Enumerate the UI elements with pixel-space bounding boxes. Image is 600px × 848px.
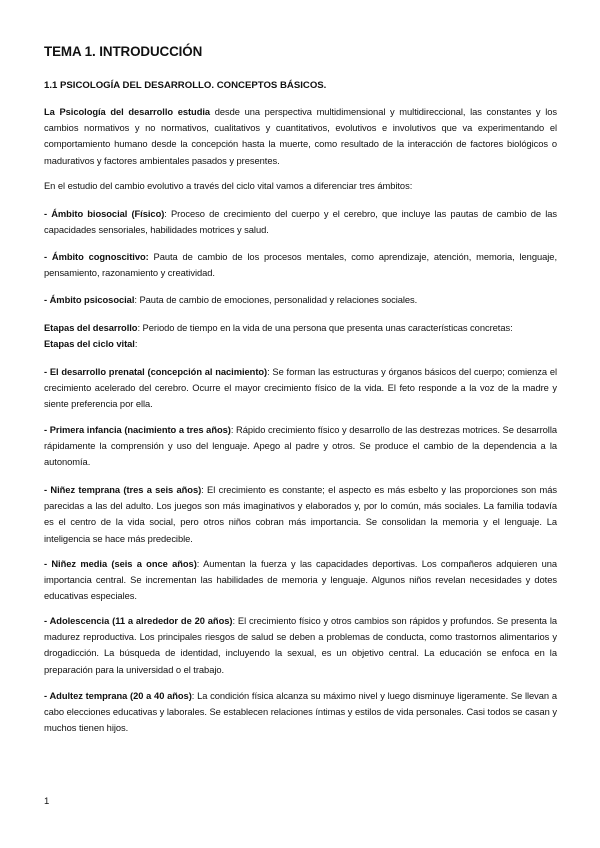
paragraph-ambitos (44, 178, 557, 194)
paragraph-psicosocial-text: : Pauta de cambio de emociones, personalidad y relaciones sociales. (134, 295, 418, 305)
paragraph-etapas-bold2: Etapas del ciclo vital (44, 339, 135, 350)
paragraph-intro-text: desde una perspectiva multidimensional y multidireccional, las constantes y los cambios normativos y no normativos, cualitativos y cuantitativos, evolutivos e involutivos que va experimentando el comportamiento humano desde la concepción hasta la muerte, como resultado de la interacción de factores biológicos o madurativos y factores ambientales pasados y presentes. (44, 107, 557, 166)
paragraph-ambitos-text: En el estudio del cambio evolutivo a través del ciclo vital vamos a diferenciar tres ámbitos: (44, 181, 413, 191)
paragraph-primera-infancia-text: : Rápido crecimiento físico y desarrollo de las destrezas motrices. Se desarrolla rápidamente la comprensión y uso del lenguaje. Apego al padre y otros. Se produce el cambio de la dependencia a la autonomía. (44, 425, 557, 468)
paragraph-etapas (44, 320, 557, 352)
paragraph-biosocial (44, 206, 557, 238)
paragraph-ninez-temprana (44, 482, 557, 547)
page-number: 1 (44, 796, 50, 807)
paragraph-psicosocial-bold: - Ámbito psicosocial (44, 295, 135, 305)
paragraph-ninez-temprana-bold: - Niñez temprana (tres a seis años) (44, 485, 202, 495)
paragraph-primera-infancia-bold: - Primera infancia (nacimiento a tres años) (44, 425, 231, 435)
paragraph-cognoscitivo (44, 249, 557, 281)
paragraph-psicosocial (44, 292, 557, 308)
paragraph-ninez-temprana-text: : El crecimiento es constante; el aspecto es más esbelto y las proporciones son más parecidas a las del adulto. Los juegos son más imaginativos y elaborados y, por lo común, más sociales. La familia todavía es el centro de la vida social, pero otros niños cobran más importancia. Se consolidan la memoria y el lenguaje. La inteligencia se hace más predecible. (44, 485, 557, 544)
page-title: TEMA 1. INTRODUCCIÓN (44, 44, 203, 59)
paragraph-adolescencia (44, 613, 557, 678)
paragraph-prenatal-bold: - El desarrollo prenatal (concepción al nacimiento) (44, 367, 268, 377)
paragraph-cognoscitivo-text: Pauta de cambio de los procesos mentales, como aprendizaje, atención, memoria, lenguaje, pensamiento, razonamiento y creatividad. (44, 252, 557, 279)
section-subtitle: 1.1 PSICOLOGÍA DEL DESARROLLO. CONCEPTOS BÁSICOS. (44, 80, 327, 91)
paragraph-adultez-temprana-text: : La condición física alcanza su máximo nivel y luego disminuye ligeramente. Se llevan a cabo elecciones educativas y laborales. Se establecen relaciones íntimas y estilos de vida personales. Casi todos se casan y muchos tienen hijos. (44, 691, 557, 734)
paragraph-prenatal (44, 364, 557, 413)
paragraph-primera-infancia (44, 422, 557, 471)
paragraph-adultez-temprana-bold: - Adultez temprana (20 a 40 años) (44, 691, 192, 701)
paragraph-ninez-media-text: : Aumentan la fuerza y las capacidades deportivas. Los compañeros adquieren una importancia central. Se incrementan las habilidades de memoria y lenguaje. Algunos niños revelan necesidades y dotes educativas especiales. (44, 559, 558, 602)
paragraph-intro (44, 104, 557, 169)
paragraph-prenatal-text: : Se forman las estructuras y órganos básicos del cuerpo; comienza el crecimiento acelerado del cerebro. Ocurre el mayor crecimiento físico de la vida. El feto responde a la voz de la madre y siente preferencia por ella. (44, 367, 557, 410)
paragraph-intro-bold: La Psicología del desarrollo estudia (44, 107, 211, 117)
document-page (44, 0, 557, 848)
paragraph-biosocial-text: : Proceso de crecimiento del cuerpo y el cerebro, que incluye las pautas de cambio de las capacidades sensoriales, habilidades motrices y salud. (44, 209, 557, 236)
paragraph-ninez-media (44, 556, 557, 605)
paragraph-cognoscitivo-bold: - Ámbito cognoscitivo: (44, 252, 149, 262)
paragraph-adolescencia-bold: - Adolescencia (11 a alrededor de 20 años) (44, 616, 233, 626)
paragraph-adolescencia-text: : El crecimiento físico y otros cambios son rápidos y profundos. Se presenta la madurez reproductiva. Los principales riesgos de salud se deben a problemas de conducta, como trastornos alimentarios y drogadicción. La búsqueda de identidad, incluyendo la sexual, es un objetivo central. La educación se enfoca en la preparación para la universidad o el trabajo. (44, 616, 558, 675)
paragraph-biosocial-bold: - Ámbito biosocial (Físico) (44, 209, 165, 219)
paragraph-etapas-text: : Periodo de tiempo en la vida de una persona que presenta unas características concretas: (137, 323, 513, 333)
paragraph-etapas-bold: Etapas del desarrollo (44, 323, 138, 333)
paragraph-etapas-text2: : (134, 339, 138, 350)
paragraph-adultez-temprana (44, 688, 557, 737)
paragraph-ninez-media-bold: - Niñez media (seis a once años) (44, 559, 197, 569)
